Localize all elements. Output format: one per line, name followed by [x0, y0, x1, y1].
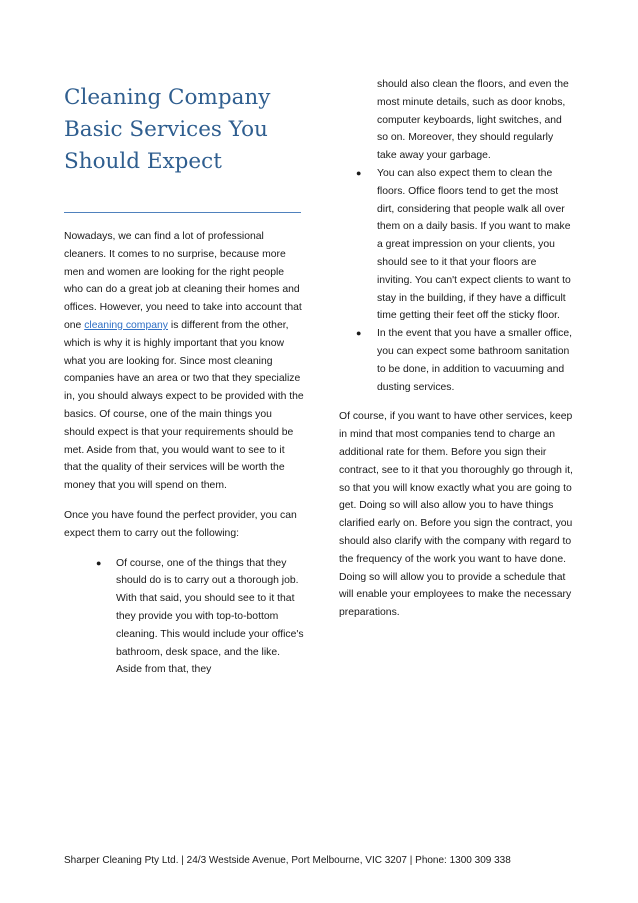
cleaning-company-link[interactable]: cleaning company [84, 319, 168, 331]
intro-text-after-link: is different from the other, which is why it is highly important that you know what you are looking for. Since most cleaning companies have an area or two that they specialize in, you should always expect to be provided with the basics. Of course, one of the main things you should expect is that your requirements should be met. Aside from that, you would want to see to it that the quality of their services will be worth the money that you will spend on them. [64, 319, 304, 492]
bullet-icon: ● [356, 328, 362, 339]
bullet-icon: ● [356, 167, 362, 178]
intro-text-before-link: Nowadays, we can find a lot of professional cleaners. It comes to no surprise, because more men and women are looking for the right people who can do a great job at cleaning their homes and offices. However, you need to take into account that one [64, 231, 302, 331]
list-item [339, 165, 574, 325]
paragraph-3: Of course, if you want to have other services, keep in mind that most companies tend to charge an additional rate for them. Before you sign their contract, see to it that you thoroughly go through it, so that you will know exactly what you are going to get. Doing so will also allow you to have things clarified early on. Before you sign the contract, you should also clarify with the company with regard to the frequency of the work you want to have done. Doing so will allow you to provide a schedule that will enable your employees to make the necessary preparations. [339, 411, 573, 619]
services-list-part1 [64, 555, 304, 680]
right-column [339, 76, 574, 634]
title-divider [64, 212, 301, 213]
page-footer: Sharper Cleaning Pty Ltd. | 24/3 Westside Avenue, Port Melbourne, VIC 3207 | Phone: 1300 309 338 [64, 855, 511, 866]
left-column [64, 228, 304, 691]
list-item-continued [339, 76, 574, 165]
list-item-text: should also clean the floors, and even the most minute details, such as door knobs, computer keyboards, light switches, and so on. Moreover, they should regularly take away your garbage. [377, 79, 569, 162]
list-item-text: Of course, one of the things that they should do is to carry out a thorough job. With that said, you should see to it that they provide you with top-to-bottom cleaning. This would include your office's bathroom, desk space, and the like. Aside from that, they [116, 557, 304, 676]
list-item-text: In the event that you have a smaller office, you can expect some bathroom sanitation to be done, in addition to vacuuming and dusting services. [377, 328, 573, 393]
services-list-part2 [339, 76, 574, 396]
intro-paragraph [64, 228, 304, 495]
list-item [339, 325, 574, 396]
list-item [64, 555, 304, 680]
bullet-icon: ● [96, 557, 102, 568]
list-item-text: You can also expect them to clean the floors. Office floors tend to get the most dirt, considering that people walk all over them on a daily basis. If you want to make a great impression on your clients, you should see to it that your floors are inviting. You can't expect clients to want to stay in the building, if they have a difficult time getting their feet off the sticky floor. [377, 167, 571, 322]
paragraph-2: Once you have found the perfect provider, you can expect them to carry out the following: [64, 509, 297, 539]
page-title: Cleaning Company Basic Services You Should Expect [64, 85, 271, 174]
